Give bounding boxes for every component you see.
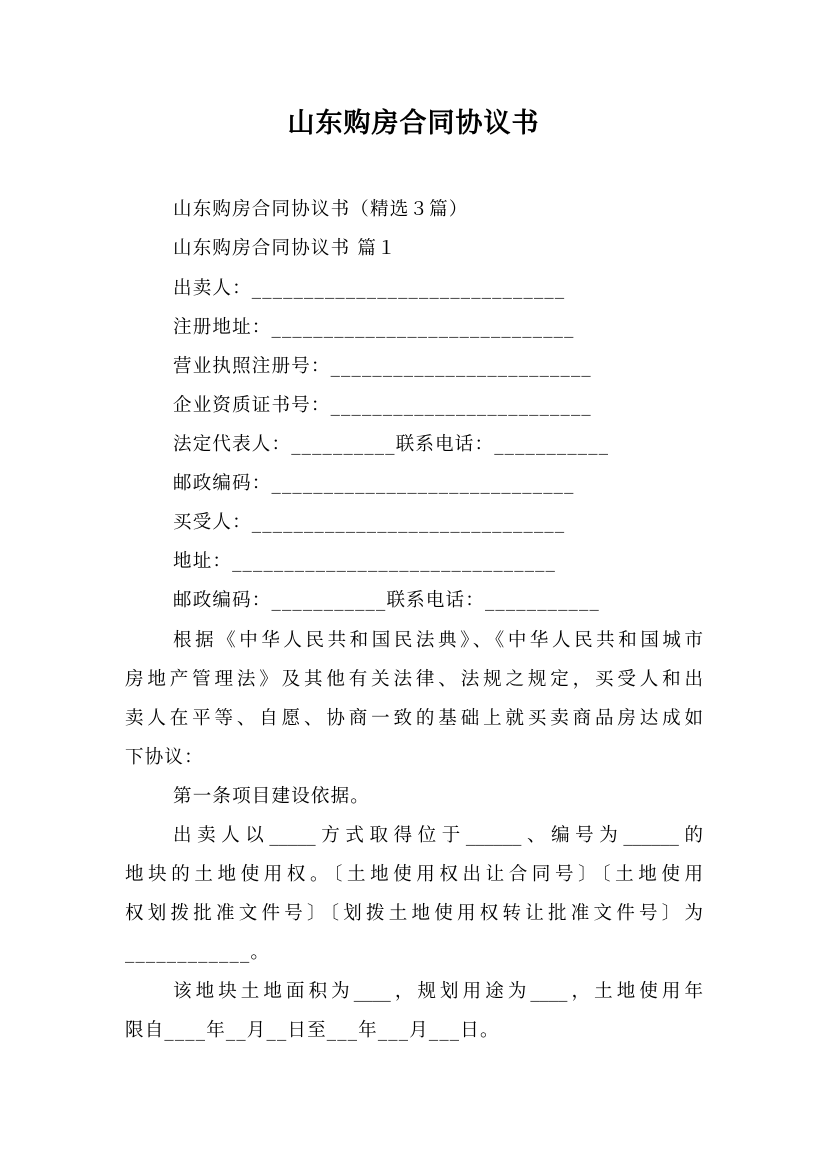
paragraph-line: 权划拨批准文件号〕〔划拨土地使用权转让批准文件号〕为	[125, 903, 703, 924]
seller-field: 出卖人：______________________________	[173, 278, 566, 299]
paragraph-line: ____________。	[125, 942, 271, 963]
land-area-paragraph	[125, 972, 703, 1050]
paragraph-line: 卖人在平等、自愿、协商一致的基础上就买卖商品房达成如	[125, 708, 703, 729]
buyer-field: 买受人：______________________________	[173, 512, 566, 533]
paragraph-line: 该地块土地面积为____，规划用途为____，土地使用年	[173, 981, 703, 1002]
subtitle-line: 山东购房合同协议书（精选３篇）	[173, 199, 469, 220]
paragraph-line: 地块的土地使用权。〔土地使用权出让合同号〕〔土地使用	[125, 864, 703, 885]
article-one-heading: 第一条项目建设依据。	[173, 786, 371, 807]
seller-postal-code-field: 邮政编码：_____________________________	[173, 473, 575, 494]
buyer-address-field: 地址：_______________________________	[173, 551, 557, 572]
registered-address-field: 注册地址：_____________________________	[173, 317, 575, 338]
document-title: 山东购房合同协议书	[287, 108, 540, 139]
preamble-paragraph	[125, 621, 703, 777]
legal-representative-field: 法定代表人：__________联系电话：___________	[173, 434, 610, 455]
qualification-certificate-field: 企业资质证书号：_________________________	[173, 395, 592, 416]
paragraph-line: 出卖人以_____方式取得位于______、编号为______的	[173, 825, 703, 846]
paragraph-line: 根据《中华人民共和国民法典》、《中华人民共和国城市	[173, 630, 703, 651]
paragraph-line: 房地产管理法》及其他有关法律、法规之规定，买受人和出	[125, 669, 703, 690]
business-license-field: 营业执照注册号：_________________________	[173, 356, 592, 377]
land-use-paragraph	[125, 816, 703, 972]
section-heading: 山东购房合同协议书 篇１	[173, 238, 397, 259]
paragraph-line: 下协议：	[125, 747, 204, 768]
buyer-postal-code-field: 邮政编码：___________联系电话：___________	[173, 590, 600, 611]
paragraph-line: 限自____年__月__日至___年___月___日。	[125, 1020, 500, 1041]
